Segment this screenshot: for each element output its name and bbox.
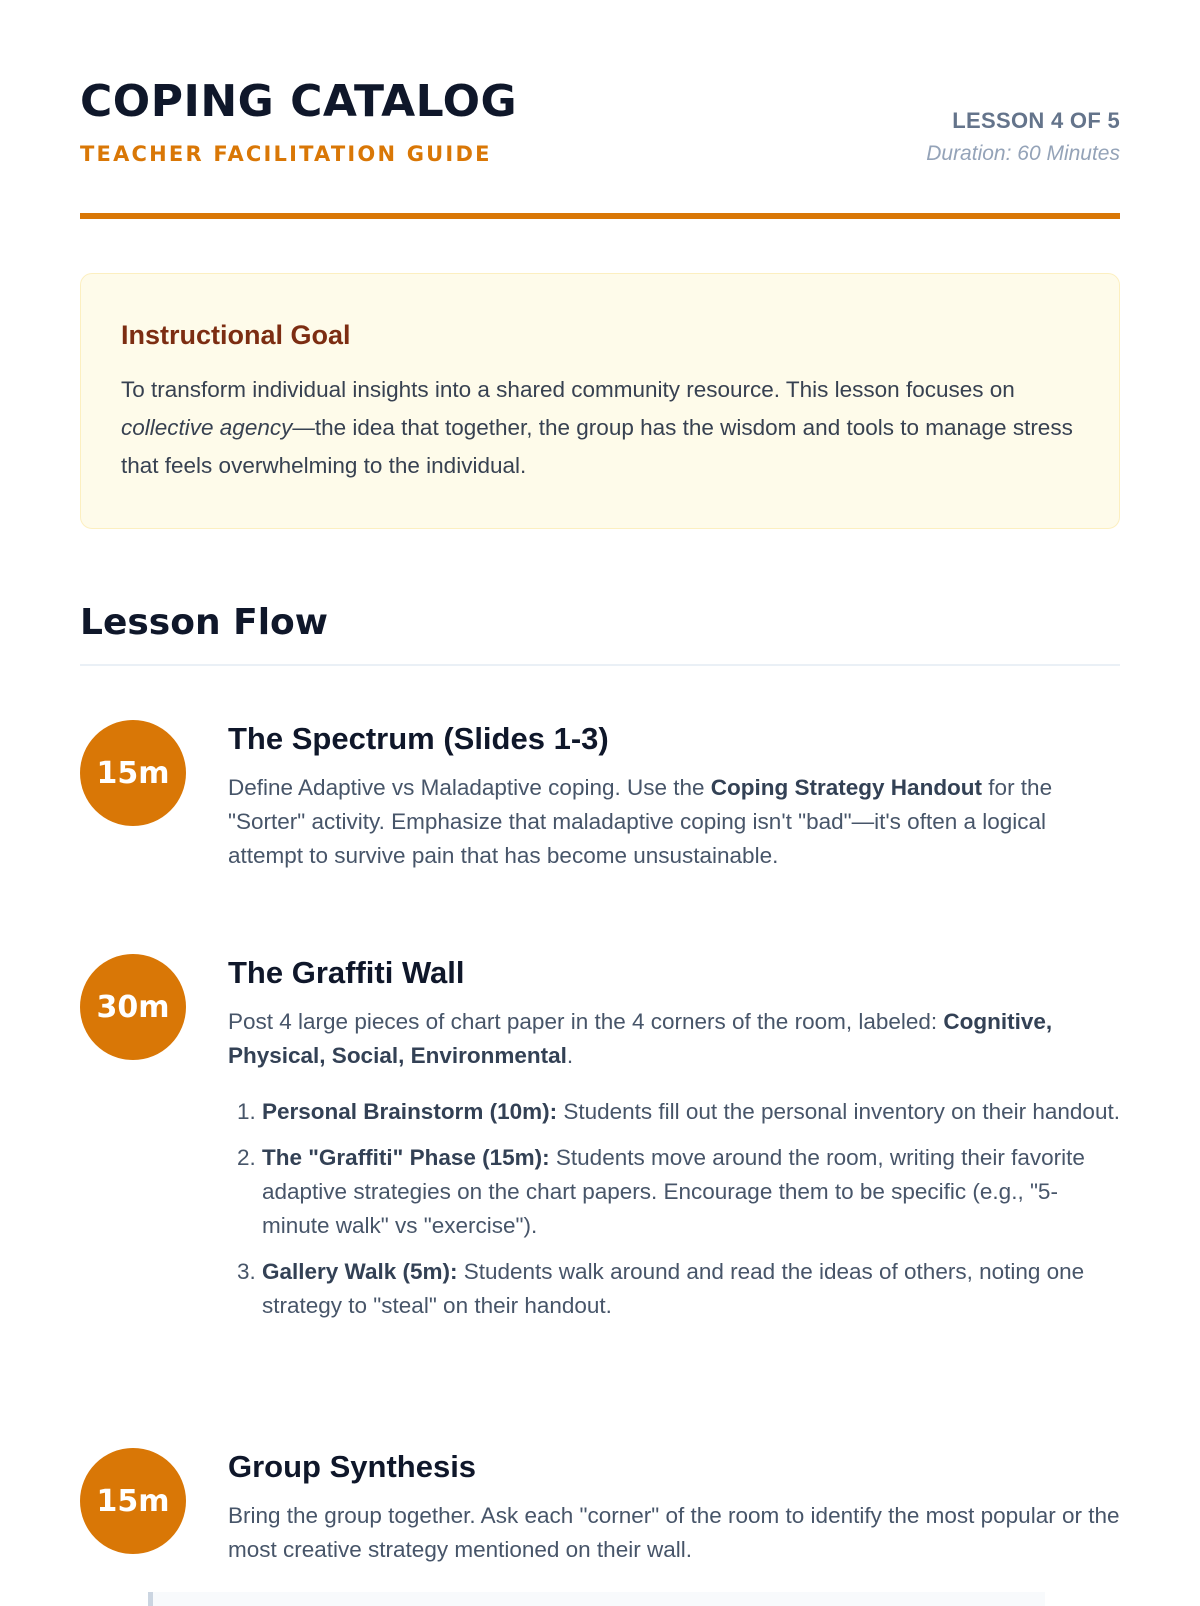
goal-text-emphasis: collective agency (121, 415, 293, 440)
goal-title: Instructional Goal (121, 320, 351, 350)
step-text-bold: Coping Strategy Handout (710, 775, 983, 801)
list-item-text: Students walk around and read the ideas of others, noting one strategy to "steal" on their handout. (262, 1259, 1085, 1319)
header-divider (80, 213, 1120, 219)
lesson-flow-heading: Lesson Flow (80, 602, 329, 643)
goal-text-end: —the idea that together, the group has the wisdom and tools to manage stress that feels overwhelming to the individual. (121, 415, 1073, 478)
step-title: Group Synthesis (228, 1449, 477, 1484)
page-subtitle: TEACHER FACILITATION GUIDE (80, 142, 492, 166)
step-body (228, 1448, 1120, 1567)
duration-badge: 30m (80, 954, 186, 1060)
callout-block (148, 1592, 1045, 1606)
list-item-text: Students move around the room, writing their favorite adaptive strategies on the chart papers. Encourage them to be specific (e.g., "5-minute walk" vs "exercise"). (262, 1145, 1085, 1239)
lesson-number: LESSON 4 OF 5 (952, 108, 1120, 133)
duration-badge: 15m (80, 1448, 186, 1554)
step-title: The Spectrum (Slides 1-3) (228, 721, 609, 756)
page-title: COPING CATALOG (80, 76, 518, 127)
list-item (262, 1095, 1120, 1129)
page-header (80, 0, 1120, 220)
duration-badge: 15m (80, 720, 186, 826)
list-item-label: The "Graffiti" Phase (15m): (262, 1145, 550, 1171)
list-item-label: Gallery Walk (5m): (262, 1259, 458, 1285)
step-title: The Graffiti Wall (228, 955, 465, 990)
goal-text (121, 371, 1079, 485)
lesson-meta (926, 108, 1120, 166)
list-item-label: Personal Brainstorm (10m): (262, 1099, 558, 1125)
step-text-end: for the "Sorter" activity. Emphasize that maladaptive coping isn't "bad"—it's often a logical attempt to survive pain that has become unsustainable. (228, 775, 1053, 869)
lesson-flow-divider (80, 664, 1120, 666)
step-text-end: . (566, 1043, 574, 1069)
list-item (262, 1255, 1120, 1323)
goal-text-start: To transform individual insights into a shared community resource. This lesson focuses on (121, 377, 1015, 402)
step-text (228, 1005, 1120, 1073)
activity-list (228, 1095, 1120, 1323)
step-text: Bring the group together. Ask each "corner" of the room to identify the most popular or the most creative strategy mentioned on their wall. (228, 1503, 1120, 1563)
step-text-bold: Cognitive, Physical, Social, Environmental (228, 1009, 1053, 1069)
step-text-start: Post 4 large pieces of chart paper in the 4 corners of the room, labeled: (228, 1009, 944, 1035)
document-page (80, 0, 1120, 1563)
step-text-start: Define Adaptive vs Maladaptive coping. Use the (228, 775, 711, 801)
list-item (262, 1141, 1120, 1243)
step-text (228, 771, 1120, 873)
list-item-text: Students fill out the personal inventory on their handout. (557, 1099, 1120, 1125)
step-body (228, 954, 1120, 1335)
lesson-duration: Duration: 60 Minutes (926, 142, 1120, 165)
instructional-goal-box (80, 273, 1120, 529)
step-body (228, 720, 1120, 873)
